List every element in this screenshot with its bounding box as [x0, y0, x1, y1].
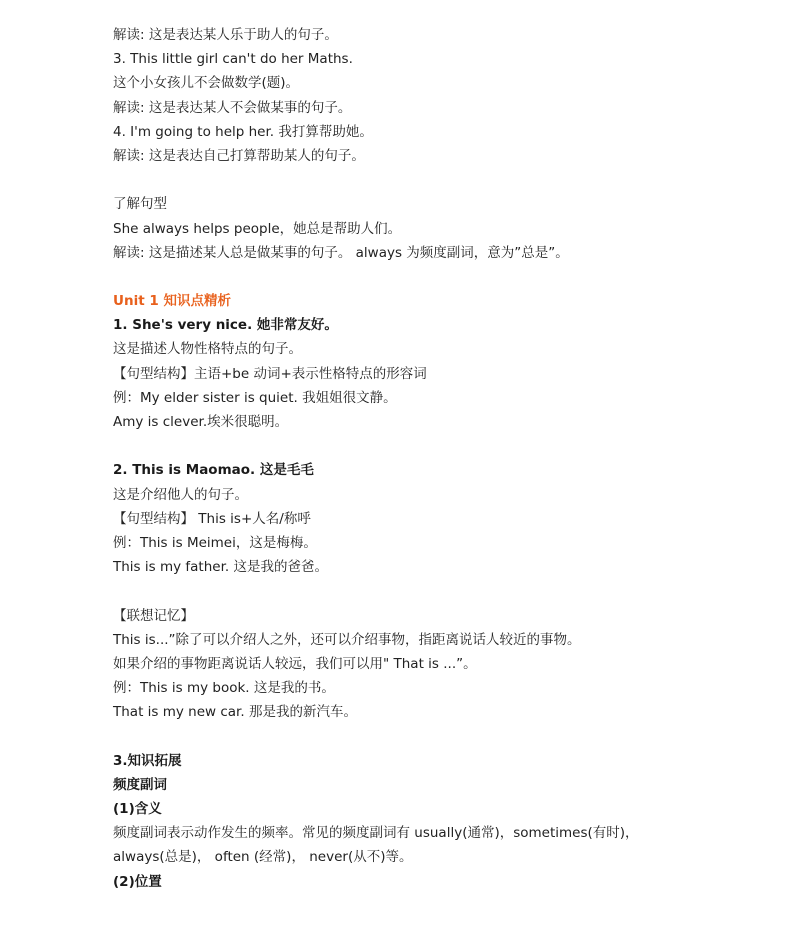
- spacer: [113, 168, 773, 192]
- memory-label: 【联想记忆】: [113, 607, 194, 624]
- text-line: 如果介绍的事物距离说话人较远，我们可以用" That is ...”。: [113, 655, 477, 672]
- point-heading: 2. This is Maomao. 这是毛毛: [113, 462, 314, 479]
- text-line: 这是描述人物性格特点的句子。: [113, 341, 302, 358]
- text-line: 频度副词表示动作发生的频率。常见的频度副词有 usually(通常)，sometimes(有时)，: [113, 825, 639, 842]
- example-sentence: That is my new car. 那是我的新汽车。: [113, 704, 357, 721]
- example-sentence: 例：My elder sister is quiet. 我姐姐很文静。: [113, 389, 397, 406]
- subsection-heading: (2)位置: [113, 873, 162, 890]
- example-sentence: 3. This little girl can't do her Maths.: [113, 51, 353, 68]
- document-body: [113, 23, 773, 894]
- subheading: 了解句型: [113, 196, 167, 213]
- unit-heading: Unit 1 知识点精析: [113, 293, 231, 310]
- text-line: This is...”除了可以介绍人之外，还可以介绍事物，指距离说话人较近的事物。: [113, 631, 581, 648]
- example-sentence: She always helps people，她总是帮助人们。: [113, 220, 402, 237]
- subsection-heading: (1)含义: [113, 801, 162, 817]
- text-line: 解读: 这是表达自己打算帮助某人的句子。: [113, 147, 365, 164]
- point-heading: 1. She's very nice. 她非常友好。: [113, 317, 338, 334]
- text-line: always(总是)， often (经常)， never(从不)等。: [113, 849, 413, 866]
- text-line: 这是介绍他人的句子。: [113, 486, 248, 503]
- example-sentence: 4. I'm going to help her. 我打算帮助她。: [113, 123, 373, 140]
- example-sentence: This is my father. 这是我的爸爸。: [113, 559, 328, 576]
- translation-line: 这个小女孩儿不会做数学(题)。: [113, 75, 300, 92]
- spacer: [113, 434, 773, 458]
- example-sentence: Amy is clever.埃米很聪明。: [113, 414, 289, 430]
- structure-line: 【句型结构】 This is+人名/称呼: [113, 510, 311, 527]
- text-line: 解读: 这是表达某人不会做某事的句子。: [113, 99, 352, 116]
- section-heading: 3.知识拓展: [113, 752, 182, 769]
- spacer: [113, 579, 773, 603]
- text-line: 解读: 这是描述某人总是做某事的句子。 always 为频度副词，意为”总是”。: [113, 244, 569, 261]
- text-line: 解读: 这是表达某人乐于助人的句子。: [113, 27, 338, 43]
- example-sentence: 例：This is my book. 这是我的书。: [113, 680, 335, 697]
- spacer: [113, 265, 773, 289]
- spacer: [113, 724, 773, 748]
- topic-heading: 频度副词: [113, 776, 167, 793]
- example-sentence: 例：This is Meimei，这是梅梅。: [113, 534, 317, 551]
- structure-line: 【句型结构】主语+be 动词+表示性格特点的形容词: [113, 365, 427, 382]
